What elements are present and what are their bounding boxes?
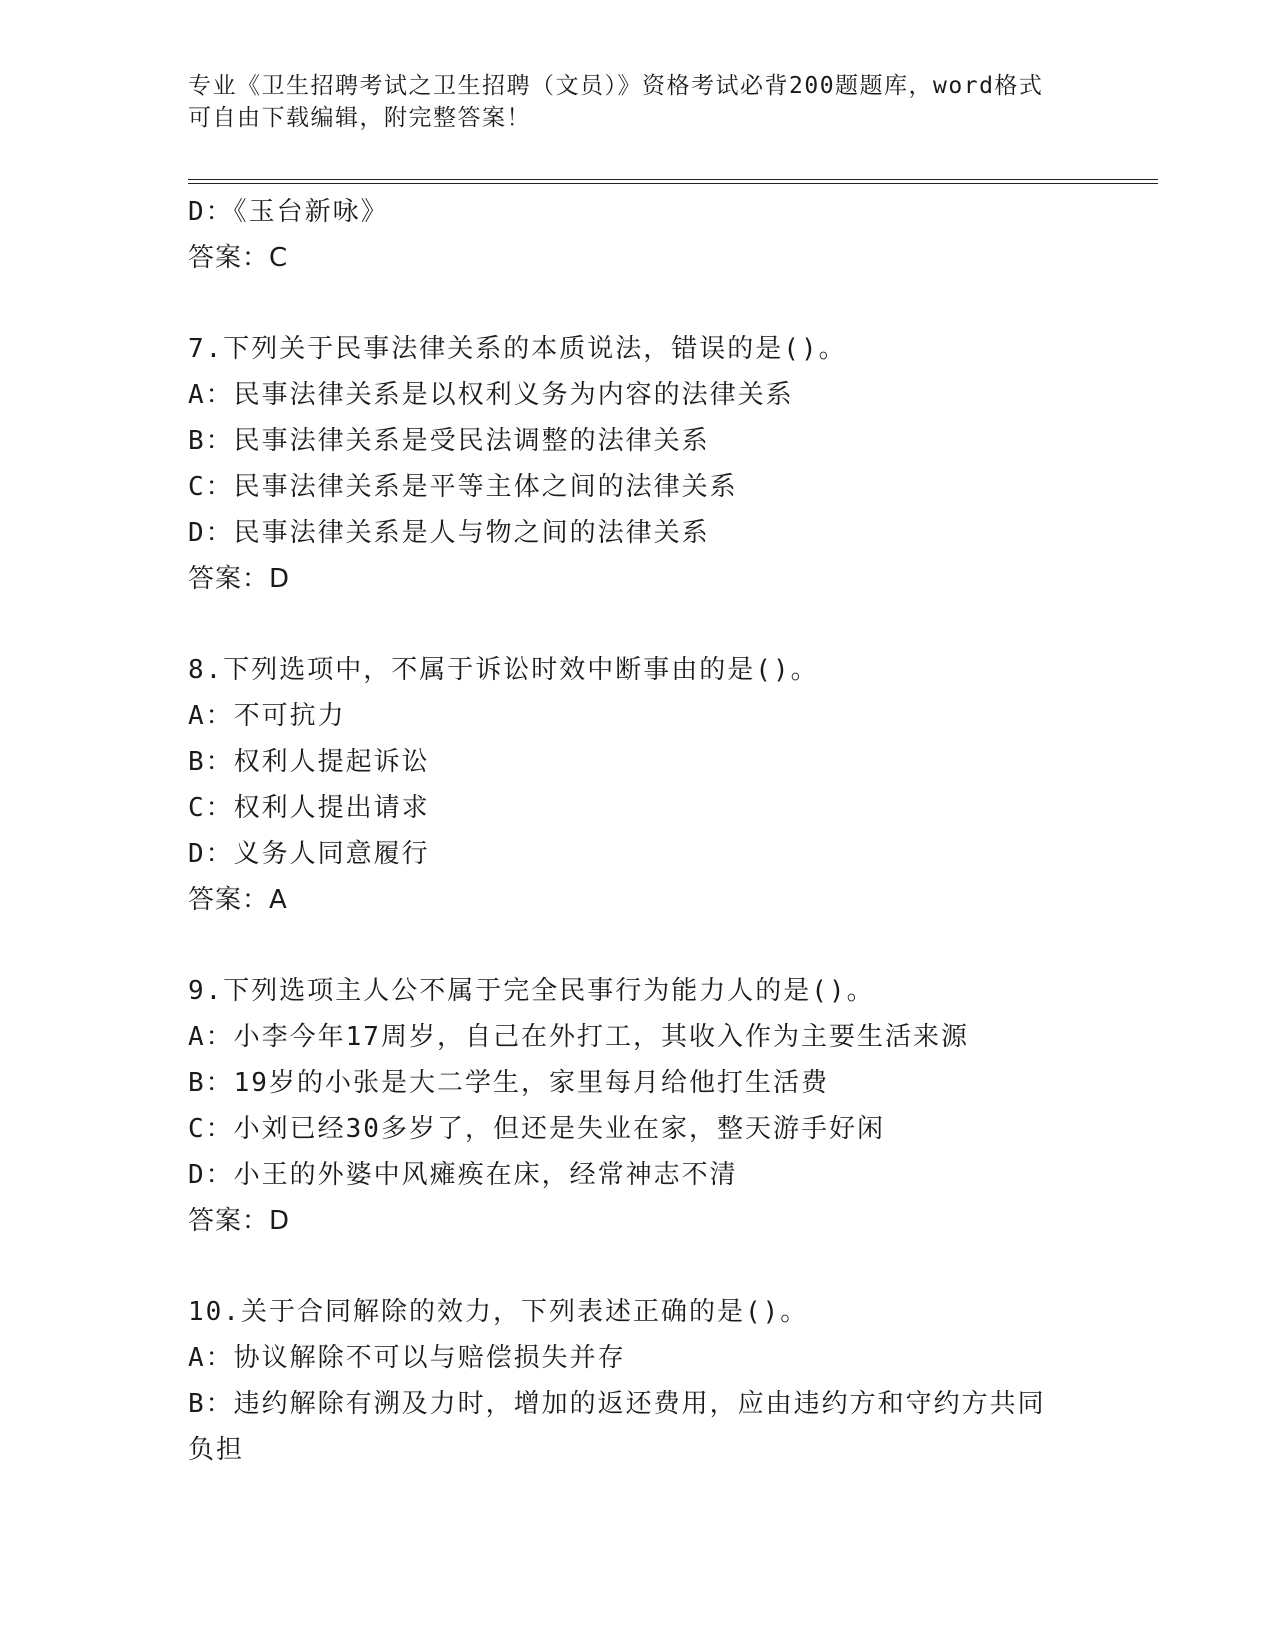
question-stem: 7.下列关于民事法律关系的本质说法，错误的是()。 <box>188 334 847 364</box>
option-a: A：民事法律关系是以权利义务为内容的法律关系 <box>188 380 794 410</box>
header-divider-top <box>188 179 1158 180</box>
question-stem: 10.关于合同解除的效力，下列表述正确的是()。 <box>188 1297 809 1327</box>
option-a: A：不可抗力 <box>188 701 346 731</box>
answer: 答案：D <box>188 564 291 594</box>
option-b: B：权利人提起诉讼 <box>188 747 430 777</box>
header-line-2: 可自由下载编辑，附完整答案！ <box>188 105 531 131</box>
header-divider-bottom <box>188 183 1158 184</box>
option-a: A：小李今年17周岁，自己在外打工，其收入作为主要生活来源 <box>188 1022 969 1052</box>
question-8 <box>188 647 1088 923</box>
question-7 <box>188 326 1088 602</box>
document-body <box>188 189 1088 1473</box>
option-b: B：违约解除有溯及力时，增加的返还费用，应由违约方和守约方共同负担 <box>188 1389 1046 1465</box>
option-d: D：民事法律关系是人与物之间的法律关系 <box>188 518 710 548</box>
option-d: D：小王的外婆中风瘫痪在床，经常神志不清 <box>188 1160 738 1190</box>
option-b: B：民事法律关系是受民法调整的法律关系 <box>188 426 710 456</box>
answer: 答案：A <box>188 885 288 915</box>
header-line-1: 专业《卫生招聘考试之卫生招聘（文员）》资格考试必背200题题库，word格式 <box>188 73 1044 99</box>
option-d: D：《玉台新咏》 <box>188 197 389 227</box>
question-10 <box>188 1289 1088 1473</box>
answer: 答案：C <box>188 243 289 273</box>
option-b: B：19岁的小张是大二学生，家里每月给他打生活费 <box>188 1068 829 1098</box>
prev-question-block <box>188 189 1088 281</box>
option-d: D：义务人同意履行 <box>188 839 430 869</box>
option-a: A：协议解除不可以与赔偿损失并存 <box>188 1343 626 1373</box>
question-stem: 9.下列选项主人公不属于完全民事行为能力人的是()。 <box>188 976 875 1006</box>
answer: 答案：D <box>188 1206 291 1236</box>
question-9 <box>188 968 1088 1244</box>
question-stem: 8.下列选项中，不属于诉讼时效中断事由的是()。 <box>188 655 819 685</box>
option-c: C：权利人提出请求 <box>188 793 430 823</box>
option-c: C：民事法律关系是平等主体之间的法律关系 <box>188 472 738 502</box>
option-c: C：小刘已经30多岁了，但还是失业在家，整天游手好闲 <box>188 1114 885 1144</box>
document-header <box>188 70 1088 134</box>
